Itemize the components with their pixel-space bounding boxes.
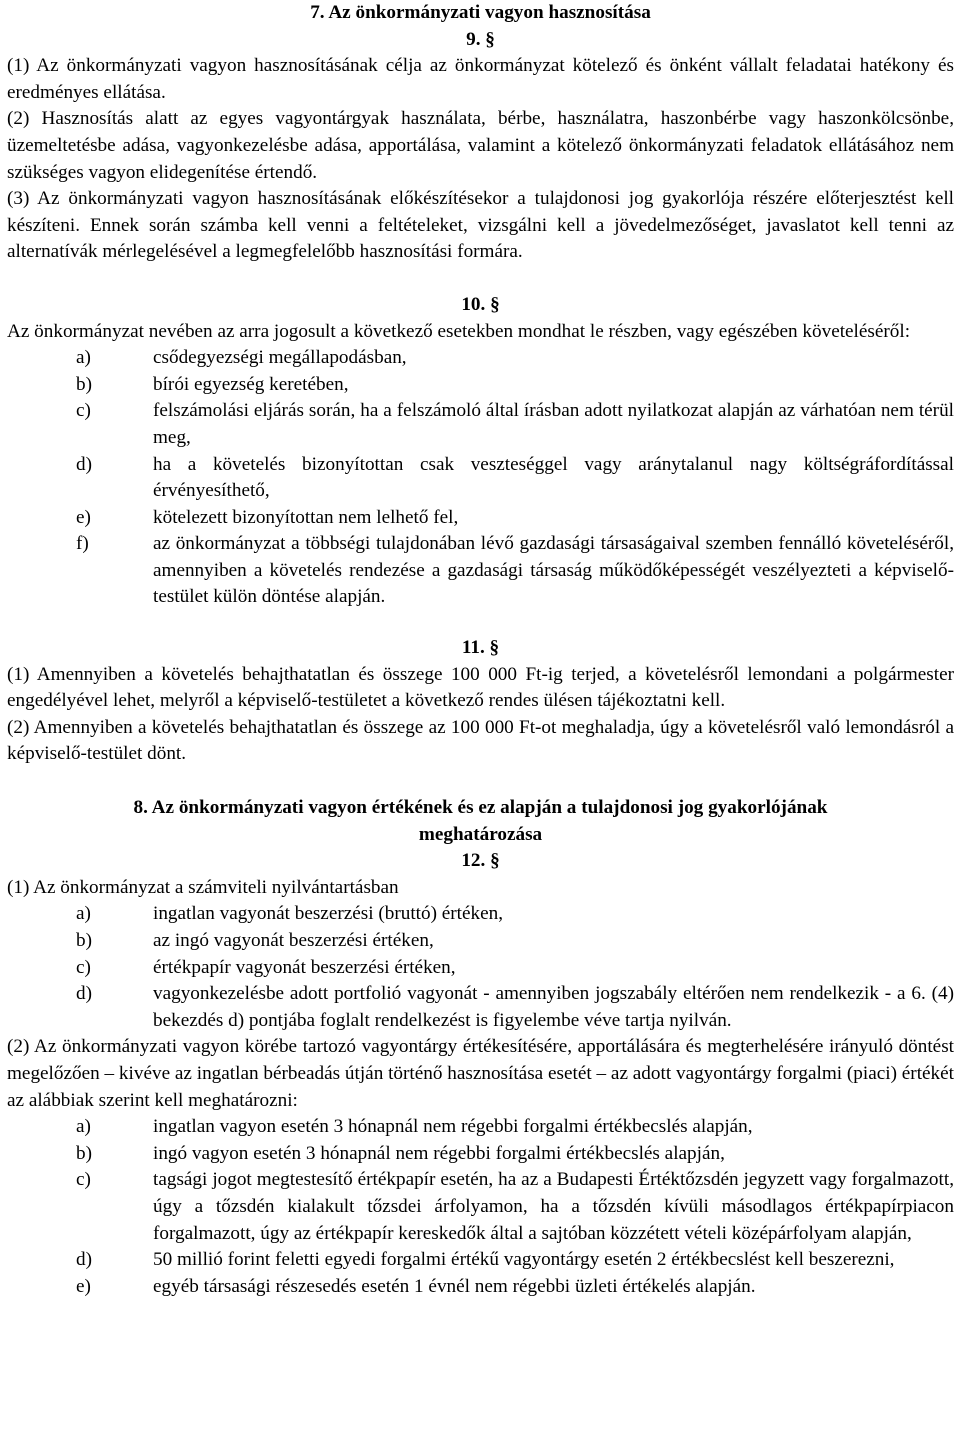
- chapter-8-heading-line-1: 8. Az önkormányzati vagyon értékének és ez alapján a tulajdonosi jog gyakorlójának: [133, 797, 828, 819]
- section-11-paragraph-2: (2) Amennyiben a követelés behajthatatlan és összege az 100 000 Ft-ot meghaladja, úgy a követelésről való lemondásról a képviselő-testület dönt.: [7, 716, 954, 765]
- list-item-text: 50 millió forint feletti egyedi forgalmi értékű vagyontárgy esetén 2 értékbecslést kell beszerezni,: [153, 1249, 895, 1271]
- chapter-8-heading-line-2: meghatározása: [418, 823, 543, 845]
- list-item: [7, 1167, 954, 1247]
- section-10-heading: 10. §: [461, 293, 500, 315]
- list-item-text: tagsági jogot megtestesítő értékpapír esetén, ha az a Budapesti Értéktőzsdén jegyzett vagy forgalmazott, úgy a tőzsdén kialakult tőzsdei árfolyamon, ha a tőzsdén kívüli másodlagos értékpapírpiacon forgalmazott, úgy az értékpapír kereskedők által a sajtóban közzétett vételi középárfolyam alapján,: [153, 1169, 954, 1244]
- chapter-7-heading: 7. Az önkormányzati vagyon hasznosítása: [310, 2, 651, 23]
- list-item: [7, 1114, 954, 1141]
- list-item-marker: e): [76, 506, 91, 528]
- list-item-marker: e): [76, 1275, 91, 1297]
- section-12-list-1: [7, 901, 954, 1034]
- list-item-marker: b): [76, 930, 92, 951]
- list-item: [7, 955, 954, 982]
- list-item: [7, 1141, 954, 1168]
- list-item: [7, 345, 954, 372]
- list-item-text: felszámolási eljárás során, ha a felszámoló által írásban adott nyilatkozat alapján az várhatóan nem térül meg,: [153, 400, 954, 448]
- list-item: [7, 928, 954, 955]
- section-12-list-2: [7, 1114, 954, 1300]
- list-item-marker: a): [76, 1116, 91, 1138]
- section-12-heading: 12. §: [461, 850, 500, 872]
- list-item-text: ha a követelés bizonyítottan csak veszteséggel vagy aránytalanul nagy költségráfordítással érvényesíthető,: [153, 453, 954, 502]
- list-item-text: csődegyezségi megállapodásban,: [153, 347, 407, 369]
- section-11-paragraph-1: (1) Amennyiben a követelés behajthatatlan és összege 100 000 Ft-ig terjed, a követelésről lemondani a polgármester engedélyével lehet, melyről a képviselő-testületet a következő rendes ülésen tájékoztatni kell.: [7, 663, 954, 712]
- section-10-list: [7, 345, 954, 611]
- list-item-marker: c): [76, 1169, 91, 1191]
- section-11-heading: 11. §: [461, 637, 500, 659]
- list-item-marker: b): [76, 373, 92, 395]
- section-12-paragraph-1: (1) Az önkormányzat a számviteli nyilvántartásban: [7, 876, 399, 898]
- section-12-paragraph-2: (2) Az önkormányzati vagyon körébe tartozó vagyontárgy értékesítésére, apportálására és megterhelésére irányuló döntést megelőzően – kivéve az ingatlan bérbeadás útján történő hasznosítása esetét – az adott vagyontárgy forgalmi (piaci) értékét az alábbiak szerint kell meghatározni:: [7, 1036, 954, 1111]
- section-9-paragraph-1: (1) Az önkormányzati vagyon hasznosításának célja az önkormányzat kötelező és önként vállalt feladatai hatékony és eredményes ellátása.: [7, 55, 954, 103]
- list-item-text: ingó vagyon esetén 3 hónapnál nem régebbi forgalmi értékbecslés alapján,: [153, 1142, 725, 1164]
- spacer: [7, 768, 954, 795]
- list-item-marker: c): [76, 400, 91, 422]
- list-item-marker: a): [76, 903, 91, 925]
- list-item-text: bírói egyezség keretében,: [153, 373, 349, 395]
- section-9-paragraph-2: (2) Hasznosítás alatt az egyes vagyontárgyak használata, bérbe, használatra, haszonbérbe vagy haszonkölcsönbe, üzemeltetésbe adása, vagyonkezelésbe adása, apportálása, valamint a kötelező önkormányzati feladatok ellátásához nem szükséges vagyon elidegenítése értendő.: [7, 108, 954, 183]
- list-item-text: értékpapír vagyonát beszerzési értéken,: [153, 956, 456, 978]
- list-item-marker: c): [76, 956, 91, 978]
- section-10-intro: Az önkormányzat nevében az arra jogosult a következő esetekben mondhat le részben, vagy egészében követeléséről:: [7, 320, 911, 342]
- list-item: [7, 1247, 954, 1274]
- list-item-text: vagyonkezelésbe adott portfolió vagyonát - amennyiben jogszabály eltérően nem rendelkezik - a 6. (4) bekezdés d) pontjába foglalt rendelkezést is figyelembe véve tartja nyilván.: [153, 983, 954, 1031]
- list-item: [7, 981, 954, 1034]
- section-9-heading: 9. §: [466, 28, 495, 50]
- list-item: [7, 901, 954, 928]
- list-item-marker: d): [76, 1249, 92, 1271]
- list-item-text: egyéb társasági részesedés esetén 1 évnél nem régebbi üzleti értékelés alapján.: [153, 1275, 756, 1297]
- list-item: [7, 398, 954, 451]
- spacer: [7, 611, 954, 635]
- list-item: [7, 1274, 954, 1301]
- list-item-marker: b): [76, 1142, 92, 1164]
- section-9-paragraph-3: (3) Az önkormányzati vagyon hasznosításának előkészítésekor a tulajdonosi jog gyakorlója részére előterjesztést kell készíteni. Ennek során számba kell venni a feltételeket, vizsgálni kell a jövedelmezőséget, javaslatot kell tenni az alternatívák mérlegelésével a legmegfelelőbb hasznosítási formára.: [7, 188, 954, 263]
- list-item: [7, 372, 954, 399]
- list-item-text: kötelezett bizonyítottan nem lelhető fel,: [153, 506, 459, 528]
- list-item-text: az ingó vagyonát beszerzési értéken,: [153, 930, 434, 951]
- list-item: [7, 505, 954, 532]
- list-item-text: ingatlan vagyon esetén 3 hónapnál nem régebbi forgalmi értékbecslés alapján,: [153, 1116, 753, 1138]
- list-item-text: ingatlan vagyonát beszerzési (bruttó) értéken,: [153, 903, 504, 925]
- list-item-marker: d): [76, 983, 92, 1005]
- list-item-marker: a): [76, 347, 91, 369]
- spacer: [7, 266, 954, 292]
- list-item: [7, 452, 954, 505]
- list-item: [7, 531, 954, 611]
- list-item-text: az önkormányzat a többségi tulajdonában lévő gazdasági társaságaival szemben fennálló követeléséről, amennyiben a követelés rendezése a gazdasági társaság működőképességét veszélyezteti a képviselő-testület külön döntése alapján.: [153, 533, 954, 608]
- list-item-marker: d): [76, 453, 92, 475]
- list-item-marker: f): [76, 533, 89, 555]
